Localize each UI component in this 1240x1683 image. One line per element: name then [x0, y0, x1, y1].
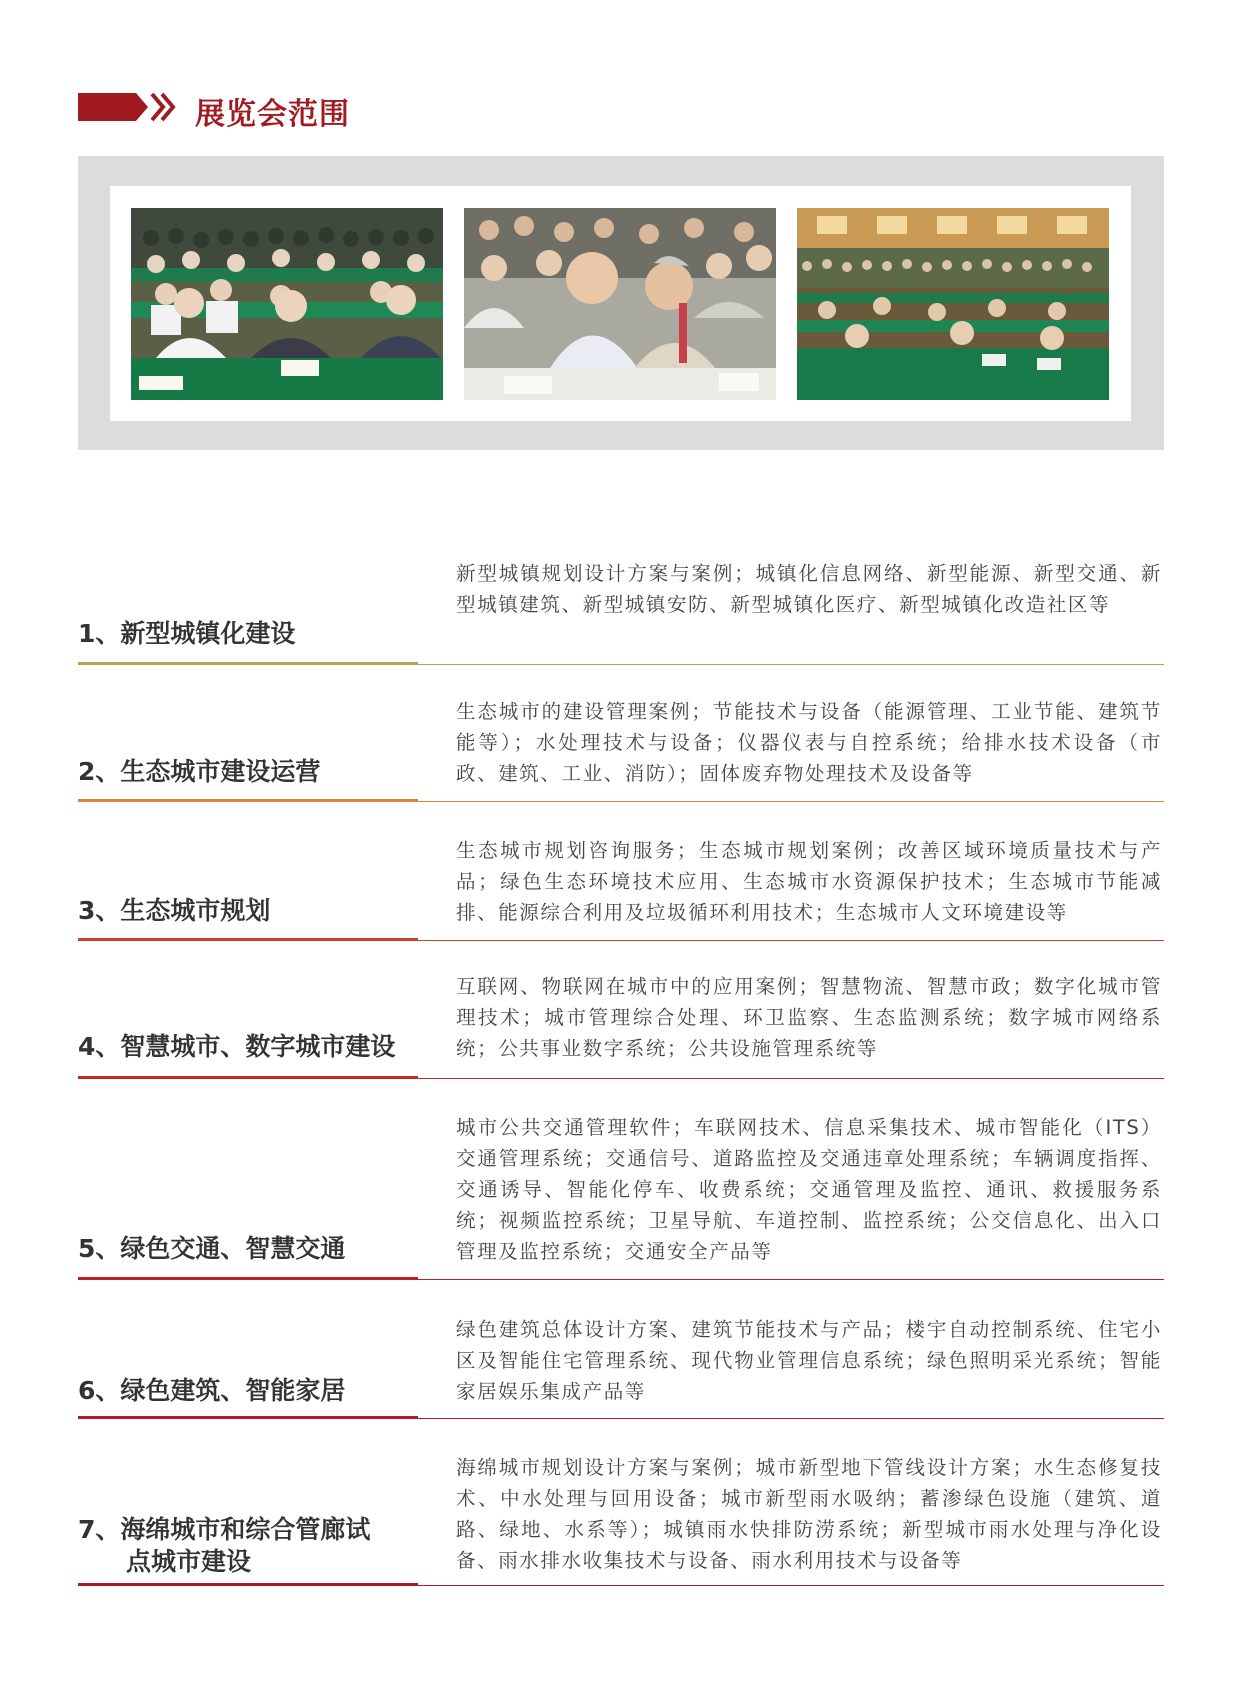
header-arrow-bar: [78, 93, 146, 121]
section-7-description: 海绵城市规划设计方案与案例；城市新型地下管线设计方案；水生态修复技术、中水处理与回用设备；城市新型雨水吸纳；蓄渗绿色设施（建筑、道路、绿地、水系等）；城镇雨水快排防涝系统；新型城市雨水处理与净化设备、雨水排水收集技术与设备、雨水利用技术与设备等: [456, 1456, 1162, 1572]
section-2-underline: [78, 799, 418, 802]
section-2-description: 生态城市的建设管理案例；节能技术与设备（能源管理、工业节能、建筑节能等）；水处理技术与设备；仪器仪表与自控系统；给排水技术设备（市政、建筑、工业、消防）；固体废弃物处理技术及设备等: [456, 700, 1162, 785]
section-7-title: 7、海绵城市和综合管廊试 点城市建设: [78, 1515, 371, 1576]
section-5-underline: [78, 1277, 418, 1280]
page-title: 展览会范围: [195, 97, 350, 132]
section-4: [78, 974, 1164, 1084]
section-3-underline: [78, 938, 418, 941]
section-4-description: 互联网、物联网在城市中的应用案例；智慧物流、智慧市政；数字化城市管理技术；城市管理综合处理、环卫监察、生态监测系统；数字城市网络系统；公共事业数字系统；公共设施管理系统等: [456, 975, 1162, 1060]
section-3: [78, 837, 1164, 947]
section-1-description: 新型城镇规划设计方案与案例；城镇化信息网络、新型能源、新型交通、新型城镇建筑、新型城镇安防、新型城镇化医疗、新型城镇化改造社区等: [456, 562, 1162, 616]
section-5: [78, 1115, 1164, 1285]
conference-audience-photo-2: [464, 208, 776, 400]
conference-audience-photo-1: [131, 208, 443, 400]
section-6-underline: [78, 1416, 418, 1419]
section-4-underline: [78, 1076, 418, 1079]
section-7-underline: [78, 1583, 418, 1586]
section-6: [78, 1316, 1164, 1426]
section-6-description: 绿色建筑总体设计方案、建筑节能技术与产品；楼宇自动控制系统、住宅小区及智能住宅管理系统、现代物业管理信息系统；绿色照明采光系统；智能家居娱乐集成产品等: [456, 1318, 1162, 1403]
photo-band: [78, 156, 1164, 450]
section-1-title: 1、新型城镇化建设: [78, 619, 296, 648]
section-7-title-line2: 点城市建设: [126, 1547, 252, 1576]
section-3-title: 3、生态城市规划: [78, 896, 271, 925]
section-7: [78, 1454, 1164, 1594]
section-2-title: 2、生态城市建设运营: [78, 757, 321, 786]
section-2: [78, 697, 1164, 807]
section-3-description: 生态城市规划咨询服务；生态城市规划案例；改善区域环境质量技术与产品；绿色生态环境技术应用、生态城市水资源保护技术；生态城市节能减排、能源综合利用及垃圾循环利用技术；生态城市人文环境建设等: [456, 839, 1162, 924]
section-1: [78, 560, 1164, 670]
conference-audience-photo-3: [797, 208, 1109, 400]
double-chevron-icon: [150, 91, 176, 123]
photo-card: [110, 186, 1131, 421]
section-4-title: 4、智慧城市、数字城市建设: [78, 1032, 396, 1061]
section-5-description: 城市公共交通管理软件；车联网技术、信息采集技术、城市智能化（ITS）交通管理系统；交通信号、道路监控及交通违章处理系统；车辆调度指挥、交通诱导、智能化停车、收费系统；交通管理及监控、通讯、救援服务系统；视频监控系统；卫星导航、车道控制、监控系统；公交信息化、出入口管理及监控系统；交通安全产品等: [456, 1116, 1162, 1263]
section-5-title: 5、绿色交通、智慧交通: [78, 1234, 346, 1263]
section-1-underline: [78, 662, 418, 665]
section-6-title: 6、绿色建筑、智能家居: [78, 1376, 346, 1405]
